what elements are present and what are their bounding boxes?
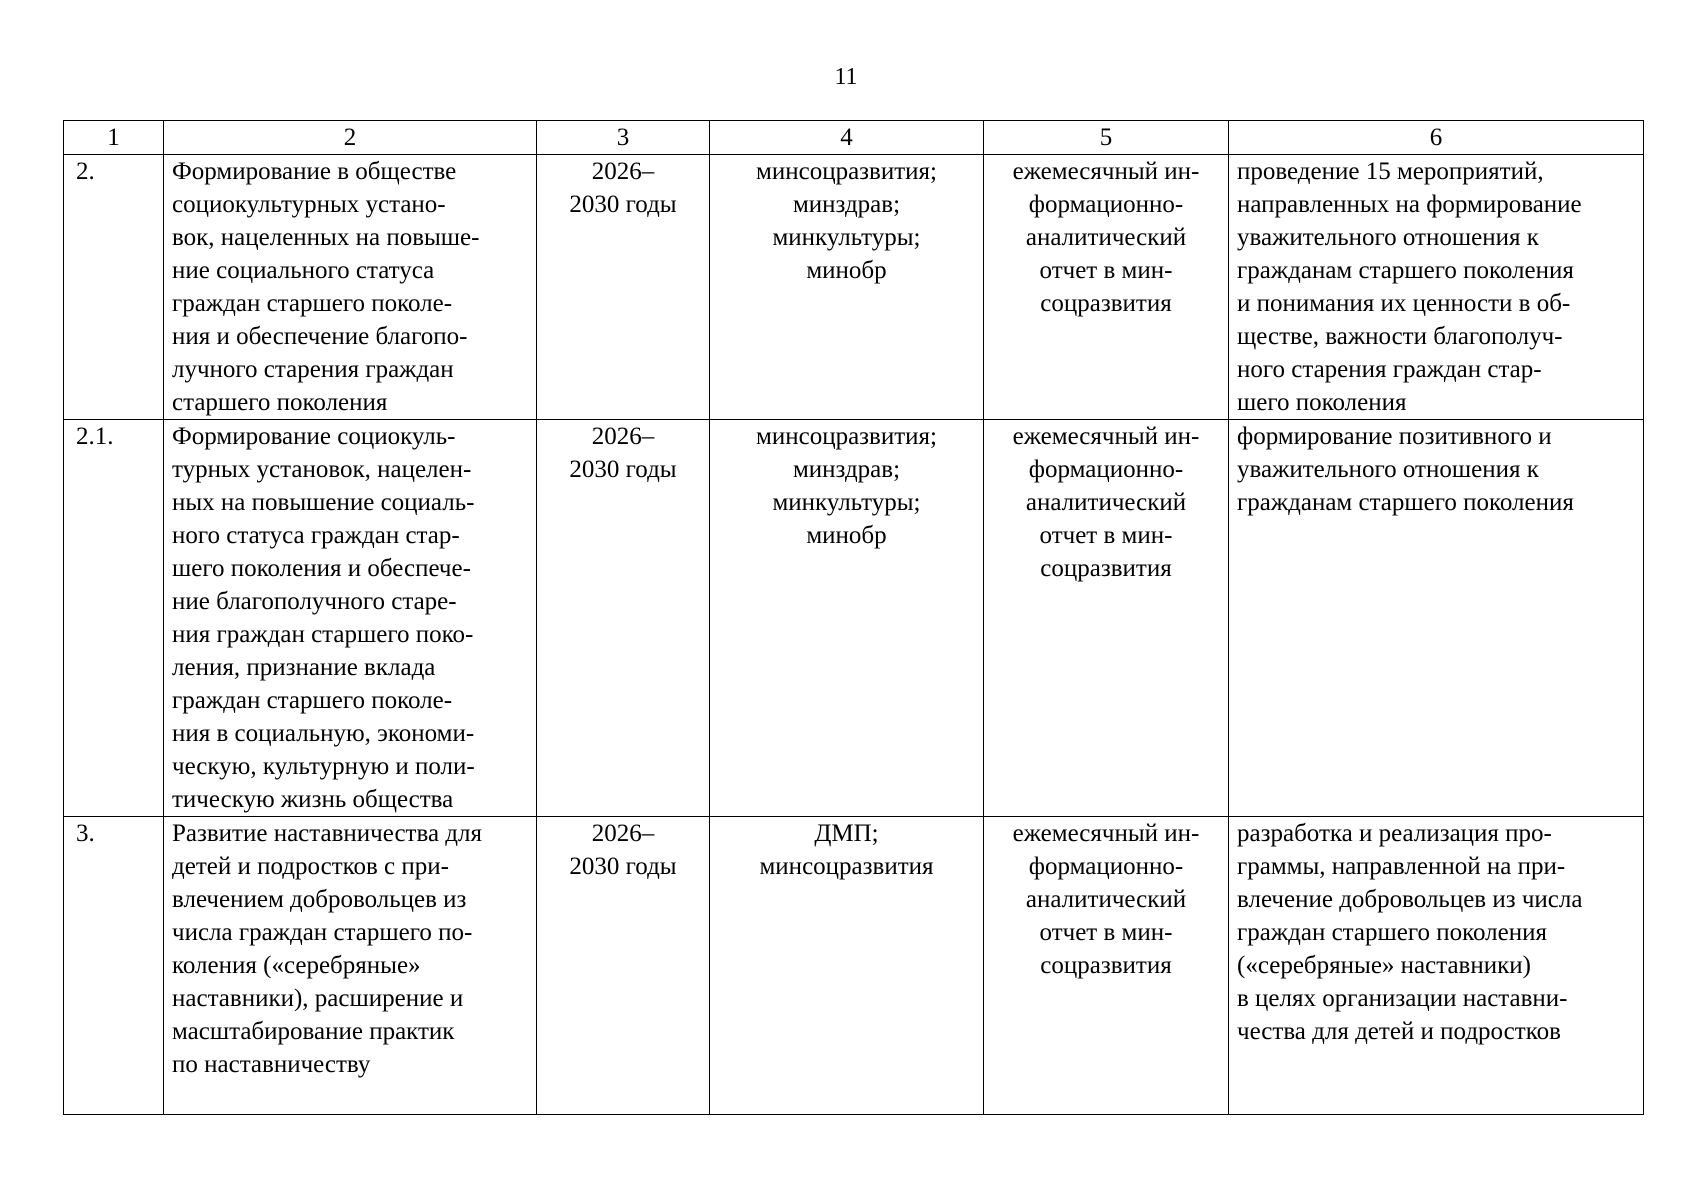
text-line: аналитический xyxy=(1025,224,1187,251)
text-line: коления («серебряные» xyxy=(172,952,421,979)
text-line: масштабирование практик xyxy=(172,1018,455,1045)
text-line: шего поколения xyxy=(1237,389,1407,416)
text-line: по наставничеству xyxy=(172,1051,371,1078)
text-line: турных установок, нацелен- xyxy=(172,456,472,483)
text-line: минсоцразвития; xyxy=(756,158,937,185)
text-line: ния в социальную, экономи- xyxy=(172,720,475,747)
text-line: ных на повышение социаль- xyxy=(172,489,475,516)
text-line: 2030 годы xyxy=(569,456,677,483)
text-line: ние социального статуса xyxy=(172,257,435,284)
row-number: 2.1. xyxy=(64,420,164,817)
report-form xyxy=(984,420,1229,817)
text-line: ществе, важности благополуч- xyxy=(1237,323,1563,350)
measure-title xyxy=(164,155,537,420)
table-row xyxy=(64,420,1644,817)
period xyxy=(537,420,710,817)
text-line: наставники), расширение и xyxy=(172,985,464,1012)
text-line: минсоцразвития; xyxy=(756,423,937,450)
text-line: аналитический xyxy=(1025,886,1187,913)
row-number: 2. xyxy=(64,155,164,420)
text-line: ческую, культурную и поли- xyxy=(172,753,475,780)
text-line: граждан старшего поколения xyxy=(1237,919,1547,946)
text-line: отчет в мин- xyxy=(1039,522,1173,549)
column-header: 1 xyxy=(64,121,164,155)
text-line: ежемесячный ин- xyxy=(1012,423,1200,450)
executors xyxy=(710,155,984,420)
text-line: соцразвития xyxy=(1040,290,1172,317)
text-line: 2026– xyxy=(591,423,655,450)
text-line: 2030 годы xyxy=(569,853,677,880)
text-line: ние благополучного старе- xyxy=(172,588,457,615)
text-line: уважительного отношения к xyxy=(1237,224,1539,251)
report-form xyxy=(984,817,1229,1115)
text-line: лучного старения граждан xyxy=(172,356,454,383)
period xyxy=(537,817,710,1115)
text-line: старшего поколения xyxy=(172,389,388,416)
text-line: влечение добровольцев из числа xyxy=(1237,886,1583,913)
text-line: аналитический xyxy=(1025,489,1187,516)
text-line: отчет в мин- xyxy=(1039,919,1173,946)
measures-table xyxy=(63,120,1644,1115)
text-line: 2026– xyxy=(591,820,655,847)
text-line: ежемесячный ин- xyxy=(1012,820,1200,847)
text-line: уважительного отношения к xyxy=(1237,456,1539,483)
text-line: ния и обеспечение благопо- xyxy=(172,323,468,350)
text-line: ления, признание вклада xyxy=(172,654,436,681)
report-form xyxy=(984,155,1229,420)
table-header-row xyxy=(64,121,1644,155)
text-line: ежемесячный ин- xyxy=(1012,158,1200,185)
column-header: 6 xyxy=(1229,121,1644,155)
text-line: минобр xyxy=(806,257,887,284)
text-line: минздрав; xyxy=(792,191,901,218)
executors xyxy=(710,817,984,1115)
text-line: граждан старшего поколе- xyxy=(172,290,453,317)
text-line: ного статуса граждан стар- xyxy=(172,522,460,549)
text-line: тическую жизнь общества xyxy=(172,786,454,813)
text-line: шего поколения и обеспече- xyxy=(172,555,471,582)
column-header: 3 xyxy=(537,121,710,155)
text-line: Развитие наставничества для xyxy=(172,820,482,847)
text-line: формационно- xyxy=(1028,853,1184,880)
table-row xyxy=(64,817,1644,1115)
text-line: соцразвития xyxy=(1040,952,1172,979)
measure-title xyxy=(164,817,537,1115)
text-line: вок, нацеленных на повыше- xyxy=(172,224,480,251)
expected-result xyxy=(1229,420,1644,817)
text-line: 2030 годы xyxy=(569,191,677,218)
text-line: влечением добровольцев из xyxy=(172,886,467,913)
expected-result xyxy=(1229,817,1644,1115)
text-line: граммы, направленной на при- xyxy=(1237,853,1566,880)
text-line: детей и подростков с при- xyxy=(172,853,449,880)
column-header: 4 xyxy=(710,121,984,155)
text-line: минобр xyxy=(806,522,887,549)
text-line: разработка и реализация про- xyxy=(1237,820,1552,847)
table-row xyxy=(64,155,1644,420)
text-line: проведение 15 мероприятий, xyxy=(1237,158,1544,185)
text-line: минсоцразвития xyxy=(759,853,934,880)
text-line: гражданам старшего поколения xyxy=(1237,489,1574,516)
text-line: ния граждан старшего поко- xyxy=(172,621,474,648)
text-line: ного старения граждан стар- xyxy=(1237,356,1542,383)
text-line: формационно- xyxy=(1028,456,1184,483)
text-line: Формирование социокуль- xyxy=(172,423,456,450)
period xyxy=(537,155,710,420)
text-line: формационно- xyxy=(1028,191,1184,218)
text-line: («серебряные» наставники) xyxy=(1237,952,1531,979)
text-line: числа граждан старшего по- xyxy=(172,919,473,946)
row-number: 3. xyxy=(64,817,164,1115)
measure-title xyxy=(164,420,537,817)
text-line: соцразвития xyxy=(1040,555,1172,582)
text-line: минздрав; xyxy=(792,456,901,483)
page-number: 11 xyxy=(834,64,858,90)
text-line: граждан старшего поколе- xyxy=(172,687,453,714)
text-line: направленных на формирование xyxy=(1237,191,1582,218)
expected-result xyxy=(1229,155,1644,420)
text-line: минкультуры; xyxy=(772,489,921,516)
text-line: ДМП; xyxy=(814,820,879,847)
text-line: формирование позитивного и xyxy=(1237,423,1552,450)
text-line: и понимания их ценности в об- xyxy=(1237,290,1571,317)
text-line: Формирование в обществе xyxy=(172,158,457,185)
column-header: 2 xyxy=(164,121,537,155)
text-line: отчет в мин- xyxy=(1039,257,1173,284)
column-header: 5 xyxy=(984,121,1229,155)
executors xyxy=(710,420,984,817)
text-line: в целях организации наставни- xyxy=(1237,985,1568,1012)
text-line: социокультурных устано- xyxy=(172,191,446,218)
text-line: чества для детей и подростков xyxy=(1237,1018,1561,1045)
text-line: минкультуры; xyxy=(772,224,921,251)
text-line: гражданам старшего поколения xyxy=(1237,257,1574,284)
text-line: 2026– xyxy=(591,158,655,185)
